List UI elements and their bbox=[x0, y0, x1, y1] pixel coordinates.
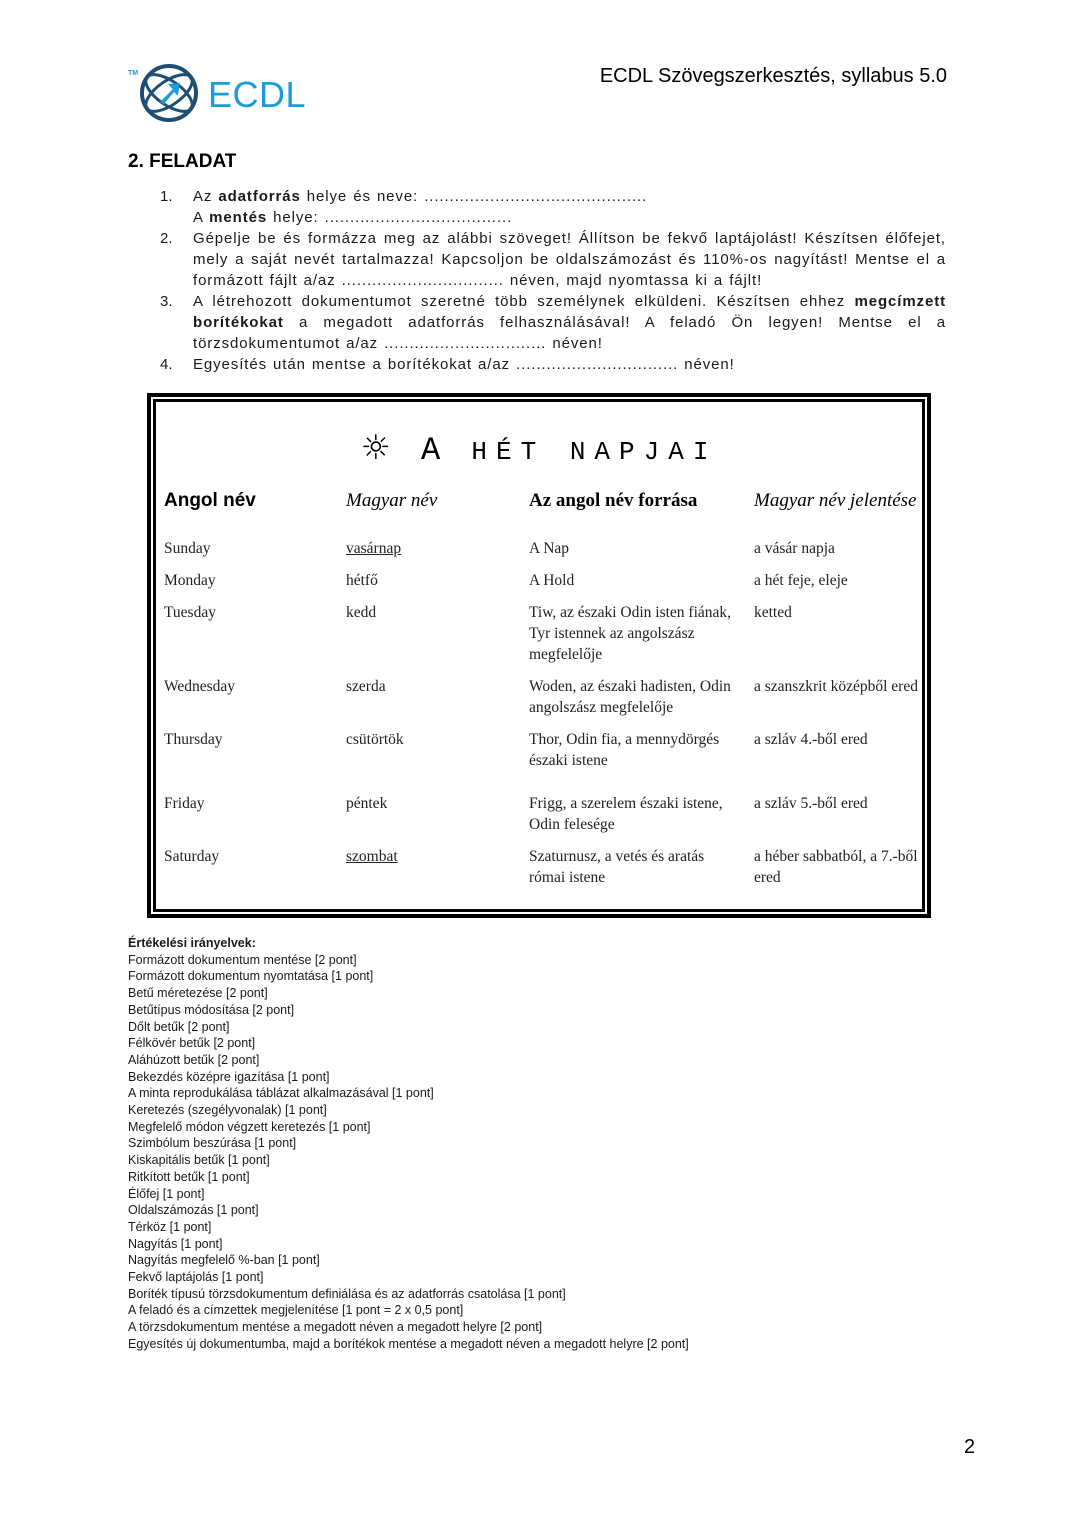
trademark-mark: TM bbox=[128, 70, 139, 77]
evaluation-item: A feladó és a címzettek megjelenítése [1 pont = 2 x 0,5 pont] bbox=[128, 1303, 464, 1318]
cell-english: Tuesday bbox=[164, 604, 216, 621]
evaluation-item: Ritkított betűk [1 pont] bbox=[128, 1169, 250, 1184]
task-list bbox=[160, 186, 946, 375]
task-line: Az adatforrás helye és neve: ............................................ bbox=[193, 188, 648, 205]
evaluation-item: Félkövér betűk [2 pont] bbox=[128, 1036, 256, 1051]
task-item bbox=[160, 228, 946, 291]
evaluation-item: A törzsdokumentum mentése a megadott néven a megadott helyre [2 pont] bbox=[128, 1320, 543, 1335]
cell-hungarian: vasárnap bbox=[346, 540, 402, 557]
evaluation-item: Egyesítés új dokumentumba, majd a borítékok mentése a megadott néven a megadott helyre [2 pont] bbox=[128, 1336, 689, 1351]
table-row bbox=[164, 793, 920, 846]
table-row bbox=[164, 538, 920, 570]
cell-origin: A Nap bbox=[529, 540, 570, 557]
evaluation-item: Betűtípus módosítása [2 pont] bbox=[128, 1002, 295, 1017]
table-title: ☼ A HÉT NAPJAI bbox=[360, 428, 718, 469]
header-english-origin: Az angol név forrása bbox=[529, 490, 698, 511]
cell-hungarian: csütörtök bbox=[346, 731, 404, 748]
evaluation-item: Térköz [1 pont] bbox=[128, 1219, 212, 1234]
cell-english: Wednesday bbox=[164, 678, 236, 695]
evaluation-item: Dőlt betűk [2 pont] bbox=[128, 1019, 230, 1034]
cell-origin: A Hold bbox=[529, 572, 575, 589]
sun-icon: ☼ bbox=[360, 428, 392, 468]
evaluation-heading: Értékelési irányelvek: bbox=[128, 936, 256, 950]
evaluation-item: Fekvő laptájolás [1 pont] bbox=[128, 1270, 264, 1285]
table-row bbox=[164, 846, 920, 899]
header-english-name: Angol név bbox=[164, 490, 256, 511]
task-number: 4. bbox=[160, 356, 173, 373]
cell-origin: Szaturnusz, a vetés és aratás római istene bbox=[529, 848, 705, 886]
section-title: 2. FELADAT bbox=[128, 151, 237, 172]
evaluation-item: Boríték típusú törzsdokumentum definiálása és az adatforrás csatolása [1 pont] bbox=[128, 1286, 566, 1301]
cell-hungarian: hétfő bbox=[346, 572, 378, 589]
evaluation-item: Aláhúzott betűk [2 pont] bbox=[128, 1052, 260, 1067]
task-text: A létrehozott dokumentumot szeretné több személynek elküldeni. Készítsen ehhez megcímzett borítékokat a megadott adatforrás felhasználásával! A feladó Ön legyen! Mentse el a törzsdokumentumot a/az ................................ néven! bbox=[193, 293, 946, 352]
header-hungarian-meaning: Magyar név jelentése bbox=[754, 490, 917, 511]
cell-origin: Thor, Odin fia, a mennydörgés északi istene bbox=[529, 731, 720, 769]
header-hungarian-name: Magyar név bbox=[346, 490, 438, 511]
cell-origin: Frigg, a szerelem északi istene, Odin felesége bbox=[529, 795, 723, 833]
globe-arrow-icon bbox=[138, 62, 200, 124]
table-row bbox=[164, 676, 920, 729]
evaluation-item: Formázott dokumentum mentése [2 pont] bbox=[128, 952, 357, 967]
logo-wordmark: ECDL bbox=[208, 74, 307, 115]
cell-english: Sunday bbox=[164, 540, 211, 557]
evaluation-item: A minta reprodukálása táblázat alkalmazásával [1 pont] bbox=[128, 1086, 434, 1101]
evaluation-item: Formázott dokumentum nyomtatása [1 pont] bbox=[128, 969, 374, 984]
cell-meaning: a szláv 5.-ből ered bbox=[754, 795, 868, 812]
task-item bbox=[160, 354, 946, 375]
task-number: 1. bbox=[160, 188, 173, 205]
cell-hungarian: szerda bbox=[346, 678, 386, 695]
evaluation-item: Élőfej [1 pont] bbox=[128, 1186, 205, 1201]
week-days-table bbox=[164, 488, 920, 899]
page-number: 2 bbox=[964, 1436, 976, 1458]
cell-origin: Woden, az északi hadisten, Odin angolszász megfelelője bbox=[529, 678, 731, 716]
task-item bbox=[160, 186, 946, 228]
cell-origin: Tiw, az északi Odin isten fiának, Tyr istennek az angolszász megfelelője bbox=[529, 604, 732, 663]
cell-english: Thursday bbox=[164, 731, 223, 748]
cell-english: Friday bbox=[164, 795, 205, 812]
evaluation-item: Keretezés (szegélyvonalak) [1 pont] bbox=[128, 1103, 327, 1118]
task-item bbox=[160, 291, 946, 354]
evaluation-item: Nagyítás megfelelő %-ban [1 pont] bbox=[128, 1253, 320, 1268]
evaluation-guidelines bbox=[128, 935, 689, 1353]
table-row bbox=[164, 602, 920, 676]
cell-hungarian: kedd bbox=[346, 604, 377, 621]
evaluation-item: Kiskapitális betűk [1 pont] bbox=[128, 1153, 270, 1168]
cell-meaning: a héber sabbatból, a 7.-ből ered bbox=[754, 848, 918, 886]
table-header-row bbox=[164, 488, 920, 538]
ecdl-logo bbox=[128, 62, 308, 124]
task-number: 2. bbox=[160, 230, 173, 247]
cell-meaning: a szanszkrit középből ered bbox=[754, 678, 918, 695]
cell-english: Monday bbox=[164, 572, 216, 589]
table-row bbox=[164, 729, 920, 793]
double-border-frame bbox=[147, 393, 931, 918]
document-header-title: ECDL Szövegszerkesztés, syllabus 5.0 bbox=[599, 65, 947, 87]
table-row bbox=[164, 570, 920, 602]
cell-english: Saturday bbox=[164, 848, 220, 865]
cell-meaning: ketted bbox=[754, 604, 792, 621]
task-text: Gépelje be és formázza meg az alábbi szöveget! Állítson be fekvő laptájolást! Készítsen élőfejet, mely a saját nevét tartalmazza! Kapcsoljon be oldalszámozást és 110%-os nagyítást! Mentse el a formázott fájlt a/az ................................ néven, majd nyomtassa ki a fájlt! bbox=[193, 230, 946, 289]
task-line: A mentés helye: ..................................... bbox=[193, 209, 513, 226]
cell-meaning: a hét feje, eleje bbox=[754, 572, 848, 589]
evaluation-item: Szimbólum beszúrása [1 pont] bbox=[128, 1136, 297, 1151]
cell-hungarian: szombat bbox=[346, 848, 398, 865]
evaluation-item: Betű méretezése [2 pont] bbox=[128, 986, 268, 1001]
task-text: Egyesítés után mentse a borítékokat a/az ................................ néven! bbox=[193, 356, 735, 373]
task-number: 3. bbox=[160, 293, 173, 310]
cell-hungarian: péntek bbox=[346, 795, 388, 812]
cell-meaning: a vásár napja bbox=[754, 540, 835, 557]
evaluation-item: Bekezdés középre igazítása [1 pont] bbox=[128, 1069, 330, 1084]
cell-meaning: a szláv 4.-ből ered bbox=[754, 731, 868, 748]
evaluation-item: Nagyítás [1 pont] bbox=[128, 1236, 223, 1251]
evaluation-item: Oldalszámozás [1 pont] bbox=[128, 1203, 259, 1218]
evaluation-item: Megfelelő módon végzett keretezés [1 pont] bbox=[128, 1119, 371, 1134]
